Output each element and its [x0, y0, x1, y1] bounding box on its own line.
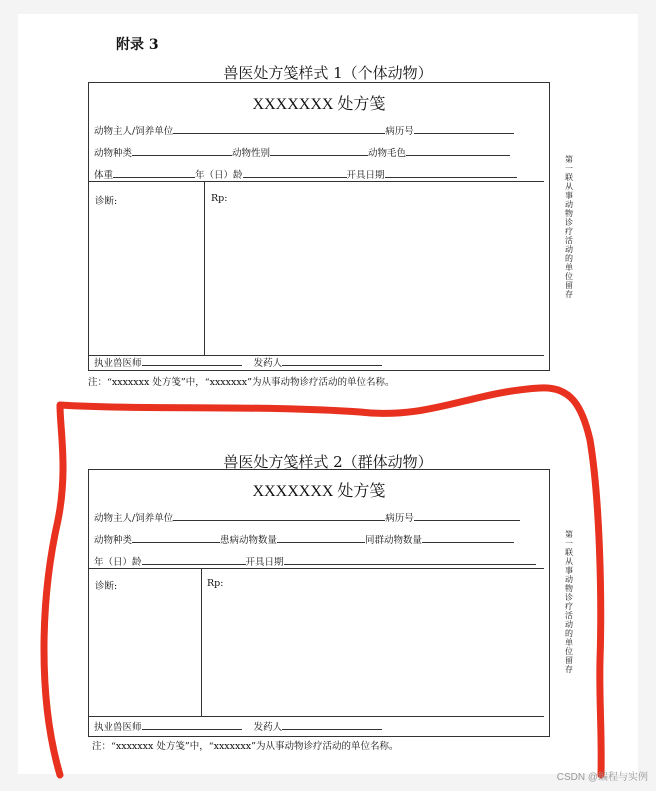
owner-label: 动物主人/饲养单位 [94, 126, 174, 137]
date-label: 开具日期 [346, 170, 385, 181]
date-label: 开具日期 [245, 557, 284, 568]
form1-title: 兽医处方笺样式 1（个体动物） [223, 64, 433, 82]
age-label: 年（日）龄 [195, 170, 243, 181]
form2-rp-label: Rp: [207, 578, 224, 589]
species-label: 动物种类 [94, 148, 133, 159]
group-count-label: 同群动物数量 [365, 535, 423, 546]
age-label: 年（日）龄 [94, 557, 142, 568]
weight-label: 体重 [94, 170, 114, 181]
form2-footnote: 注：“xxxxxxx 处方笺”中，“xxxxxxx”为从事动物诊疗活动的单位名称。 [92, 741, 399, 752]
vet-label: 执业兽医师 [94, 358, 142, 369]
record-label: 病历号 [385, 513, 414, 524]
form2-diagnosis-label: 诊断: [95, 581, 118, 592]
vet-label: 执业兽医师 [94, 722, 142, 733]
dispenser-label: 发药人 [253, 358, 283, 369]
form1-footnote: 注：“xxxxxxx 处方笺”中，“xxxxxxx”为从事动物诊疗活动的单位名称。 [88, 377, 395, 388]
owner-label: 动物主人/饲养单位 [94, 513, 174, 524]
watermark: CSDN @编程与实例 [556, 772, 648, 783]
form2-side-note: 第一联 从事动物诊疗活动的单位留存 [565, 530, 573, 674]
record-label: 病历号 [385, 126, 414, 137]
appendix-label: 附录 3 [116, 37, 159, 53]
sex-label: 动物性别 [232, 148, 271, 159]
form1-header: XXXXXXX 处方笺 [252, 96, 386, 113]
marker-stroke [44, 388, 601, 775]
form1-side-note: 第一联 从事动物诊疗活动的单位留存 [565, 155, 573, 299]
sick-count-label: 患病动物数量 [220, 535, 278, 546]
species-label: 动物种类 [94, 535, 133, 546]
form2-header: XXXXXXX 处方笺 [252, 483, 386, 500]
form1-diagnosis-label: 诊断: [95, 196, 118, 207]
dispenser-label: 发药人 [253, 722, 283, 733]
form2-title: 兽医处方笺样式 2（群体动物） [223, 453, 433, 471]
form1-rp-label: Rp: [211, 193, 228, 204]
color-label: 动物毛色 [368, 148, 407, 159]
